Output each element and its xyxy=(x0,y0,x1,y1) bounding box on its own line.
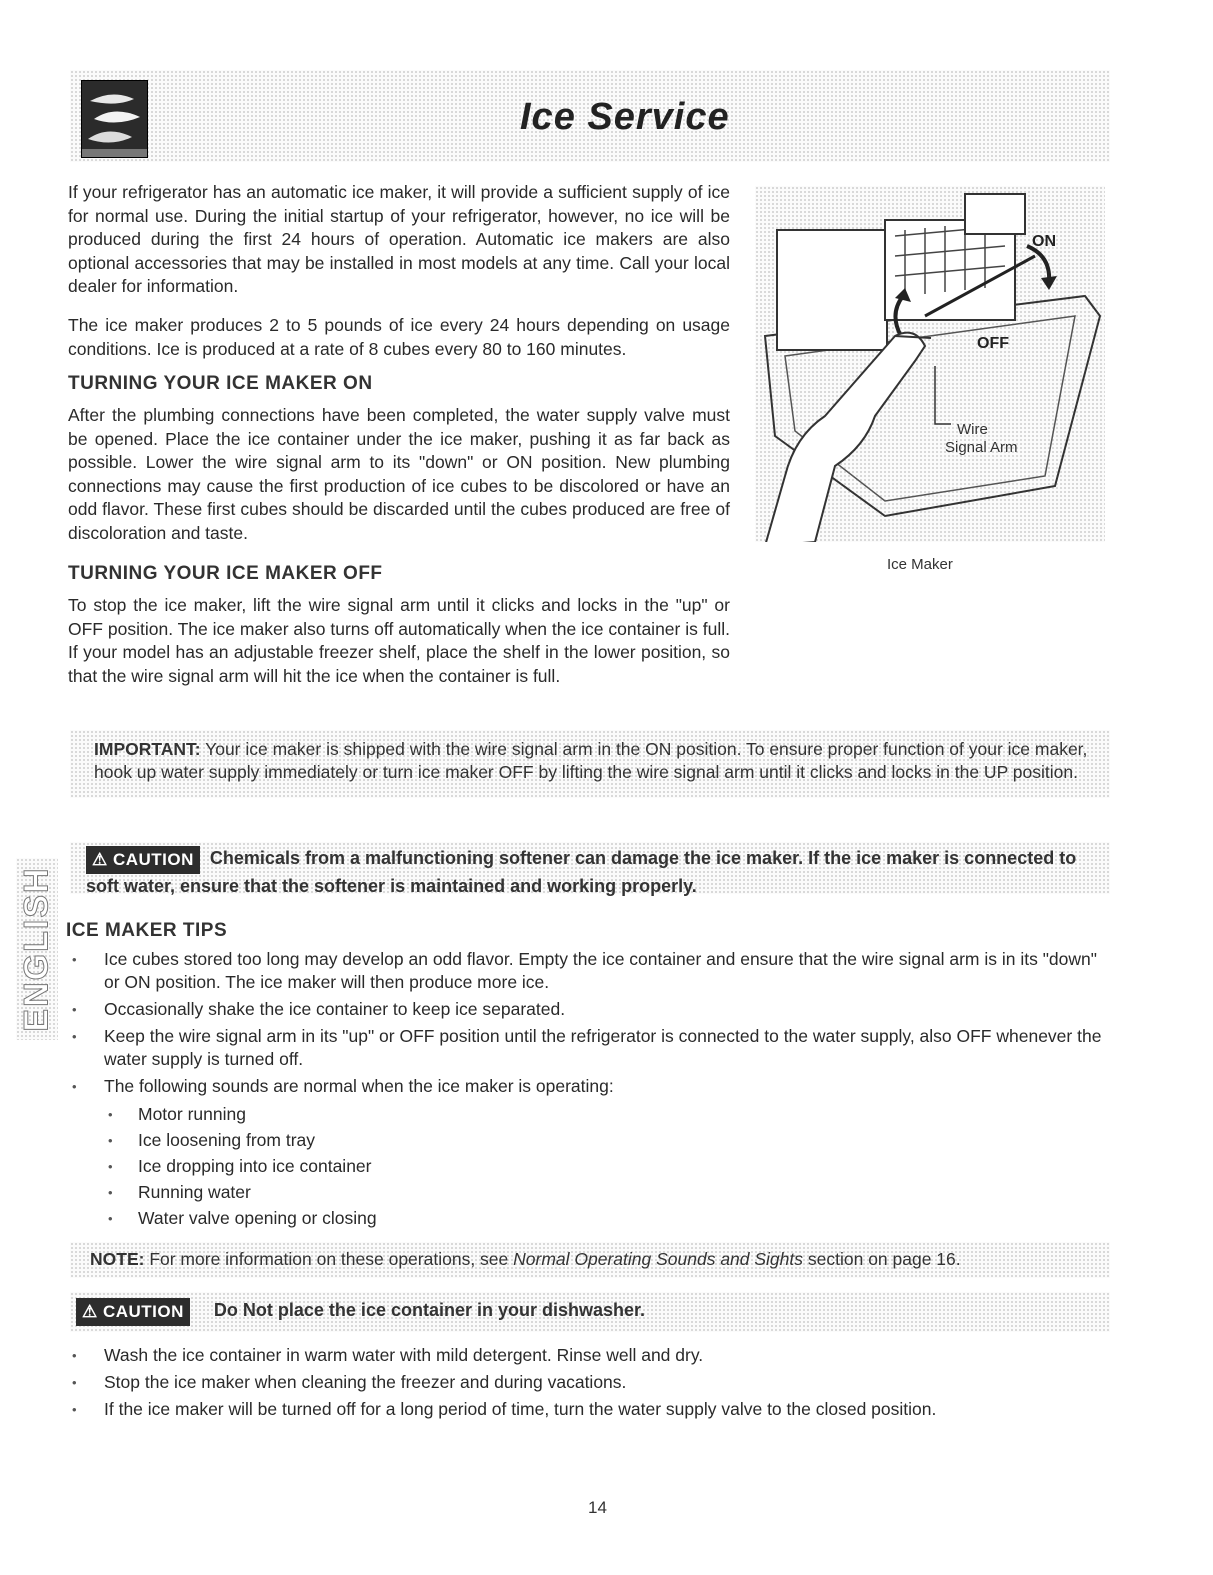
list-item: • If the ice maker will be turned off for a long period of time, turn the water supply valve to the closed position. xyxy=(66,1398,1106,1421)
heading-turning-on: TURNING YOUR ICE MAKER ON xyxy=(68,373,373,394)
list-item: • Ice dropping into ice container xyxy=(102,1155,702,1178)
page-title: Ice Service xyxy=(520,96,730,138)
note-callout xyxy=(90,1248,1100,1271)
language-tab-label: ENGLISH xyxy=(17,866,56,1032)
label-signal-arm: Signal Arm xyxy=(945,439,1018,456)
caution-callout-1 xyxy=(86,846,1096,900)
important-label: IMPORTANT: xyxy=(94,739,201,759)
heading-ice-maker-tips: ICE MAKER TIPS xyxy=(66,920,228,941)
turning-off-paragraph: To stop the ice maker, lift the wire signal arm until it clicks and locks in the "up" or OFF position. The ice maker also turns off automatically when the ice container is full. If your model has an adjustable freezer shelf, place the shelf in the lower position, so that the wire signal arm will hit the ice when the container is full. xyxy=(68,595,730,686)
turning-on-paragraph: After the plumbing connections have been completed, the water supply valve must be opened. Place the ice container under the ice maker, pushing it as far back as possible. Lower the wire signal arm to its "down" or ON position. New plumbing connections may cause the first production of ice cubes to be discolored or have an odd flavor. These first cubes should be discarded until the cubes produced are free of discoloration and taste. xyxy=(68,405,730,543)
intro-paragraph-1: If your refrigerator has an automatic ice maker, it will provide a sufficient supply of ice for normal use. During the initial startup of your refrigerator, however, no ice will be produced during the first 24 hours of operation. Automatic ice makers are also optional accessories that may be installed in most models at any time. Call your local dealer for information. xyxy=(68,182,730,296)
caution-callout-2 xyxy=(76,1298,1086,1326)
list-item: • Wash the ice container in warm water with mild detergent. Rinse well and dry. xyxy=(66,1344,1106,1367)
list-item: • Stop the ice maker when cleaning the freezer and during vacations. xyxy=(66,1371,1106,1394)
care-list xyxy=(66,1344,1106,1425)
important-callout xyxy=(94,738,1094,784)
list-item: • Ice cubes stored too long may develop an odd flavor. Empty the ice container and ensure that the wire signal arm is in its "down" or ON position. The ice maker will then produce more ice. xyxy=(66,948,1106,994)
list-item: • Ice loosening from tray xyxy=(102,1129,702,1152)
label-on: ON xyxy=(1032,233,1056,250)
sounds-list xyxy=(102,1103,702,1233)
note-text: For more information on these operations, see xyxy=(144,1249,514,1269)
label-off: OFF xyxy=(977,335,1009,352)
list-item: • The following sounds are normal when the ice maker is operating: xyxy=(66,1075,1106,1098)
list-item: • Keep the wire signal arm in its "up" or OFF position until the refrigerator is connected to the water supply, also OFF whenever the water supply is turned off. xyxy=(66,1025,1106,1071)
ice-leaves-icon xyxy=(81,80,148,158)
intro-paragraph-2: The ice maker produces 2 to 5 pounds of ice every 24 hours depending on usage conditions. Ice is produced at a rate of 8 cubes every 80 to 160 minutes. xyxy=(68,315,730,359)
heading-turning-off: TURNING YOUR ICE MAKER OFF xyxy=(68,563,383,584)
note-text-end: section on page 16. xyxy=(803,1249,961,1269)
caution-badge-1: ⚠ CAUTION xyxy=(86,846,200,874)
note-reference: Normal Operating Sounds and Sights xyxy=(513,1249,804,1269)
caution-text-2: Do Not place the ice container in your dishwasher. xyxy=(213,1300,646,1321)
list-item: • Occasionally shake the ice container to keep ice separated. xyxy=(66,998,1106,1021)
tips-list xyxy=(66,948,1106,1102)
note-label: NOTE: xyxy=(90,1249,145,1269)
important-text: Your ice maker is shipped with the wire signal arm in the ON position. To ensure proper function of your ice maker, hook up water supply immediately or turn ice maker OFF by lifting the wire signal arm until it clicks and locks in the UP position. xyxy=(94,739,1088,782)
label-wire: Wire xyxy=(957,421,988,438)
figure-caption: Ice Maker xyxy=(887,556,953,573)
ice-maker-illustration xyxy=(755,186,1105,542)
caution-badge-2: ⚠ CAUTION xyxy=(76,1298,190,1326)
list-item: • Motor running xyxy=(102,1103,702,1126)
page-number: 14 xyxy=(588,1498,607,1517)
caution-text-1: Chemicals from a malfunctioning softener can damage the ice maker. If the ice maker is connected to soft water, ensure that the softener is maintained and working properly. xyxy=(86,848,1077,896)
list-item: • Water valve opening or closing xyxy=(102,1207,702,1230)
list-item: • Running water xyxy=(102,1181,702,1204)
language-tab xyxy=(16,858,58,1040)
